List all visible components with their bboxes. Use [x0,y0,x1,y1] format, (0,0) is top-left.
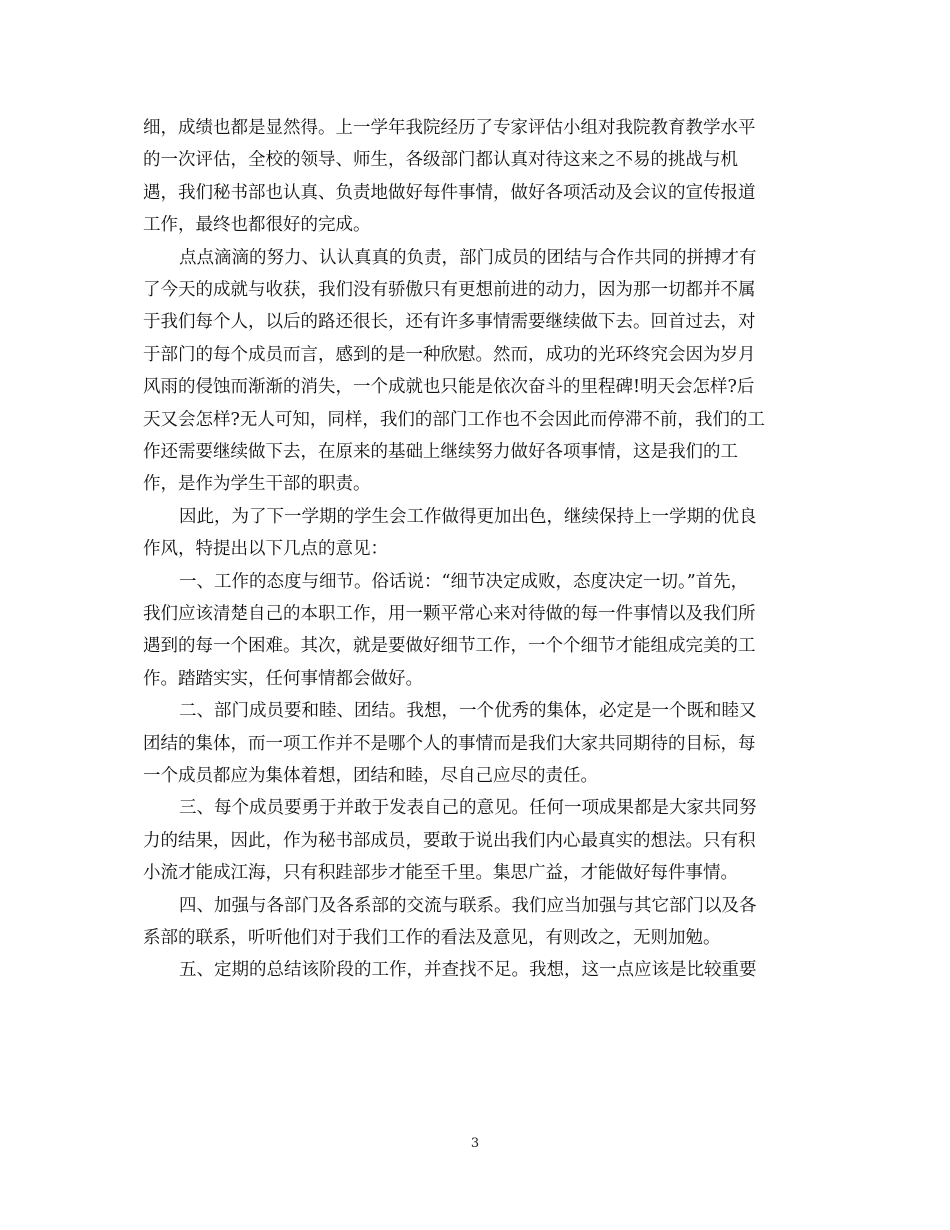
text-line: 天又会怎样?无人可知，同样，我们的部门工作也不会因此而停滞不前，我们的工 [143,409,765,430]
page-number: 3 [470,1136,480,1151]
text-line: 点点滴滴的努力、认认真真的负责，部门成员的团结与合作共同的拼搏才有 [179,247,757,268]
text-line: 细，成绩也都是显然得。上一学年我院经历了专家评估小组对我院教育教学水平 [143,118,756,138]
text-line: 于部门的每个成员而言，感到的是一种欣慰。然而，成功的光环终究会因为岁月 [143,344,756,365]
text-line: 作还需要继续做下去，在原来的基础上继续努力做好各项事情，这是我们的工 [143,442,738,462]
text-line: 工作，最终也都很好的完成。 [143,215,371,236]
text-line: 团结的集体，而一项工作并不是哪个人的事情而是我们大家共同期待的目标，每 [143,733,756,754]
text-line: 小流才能成江海，只有积跬部步才能至千里。集思广益，才能做好每件事情。 [143,863,738,884]
text-line: 力的结果，因此，作为秘书部成员，要敢于说出我们内心最真实的想法。只有积 [143,830,756,851]
text-line: 遇到的每一个困难。其次，就是要做好细节工作，一个个细节才能组成完美的工 [143,636,756,657]
text-line: 一个成员都应为集体着想，团结和睦，尽自己应尽的责任。 [143,766,598,786]
text-line: 作风，特提出以下几点的意见： [143,539,388,560]
text-line: 遇，我们秘书部也认真、负责地做好每件事情，做好各项活动及会议的宣传报道 [143,182,756,203]
text-line: 四、加强与各部门及各系部的交流与联系。我们应当加强与其它部门以及各 [179,895,757,916]
text-line: 三、每个成员要勇于并敢于发表自己的意见。任何一项成果都是大家共同努 [179,798,757,819]
text-line: 我们应该清楚自己的本职工作，用一颗平常心来对待做的每一件事情以及我们所 [143,604,756,624]
text-line: 风雨的侵蚀而渐渐的消失，一个成就也只能是依次奋斗的里程碑!明天会怎样?后 [143,377,755,398]
text-line: 五、定期的总结该阶段的工作，并查找不足。我想，这一点应该是比较重要 [179,960,757,981]
text-line: 因此，为了下一学期的学生会工作做得更加出色，继续保持上一学期的优良 [179,506,757,527]
text-line: 二、部门成员要和睦、团结。我想，一个优秀的集体，必定是一个既和睦又 [179,701,757,722]
text-line: 了今天的成就与收获，我们没有骄傲只有更想前进的动力，因为那一切都并不属 [143,280,756,300]
text-line: 作，是作为学生干部的职责。 [143,474,371,495]
text-line: 作。踏踏实实，任何事情都会做好。 [143,668,423,689]
text-line: 的一次评估，全校的领导、师生，各级部门都认真对待这来之不易的挑战与机 [143,150,738,171]
text-line: 一、工作的态度与细节。俗话说：“细节决定成败，态度决定一切。”首先， [179,571,749,592]
text-line: 于我们每个人，以后的路还很长，还有许多事情需要继续做下去。回首过去，对 [143,312,756,333]
text-line: 系部的联系，听听他们对于我们工作的看法及意见，有则改之，无则加勉。 [143,928,721,948]
